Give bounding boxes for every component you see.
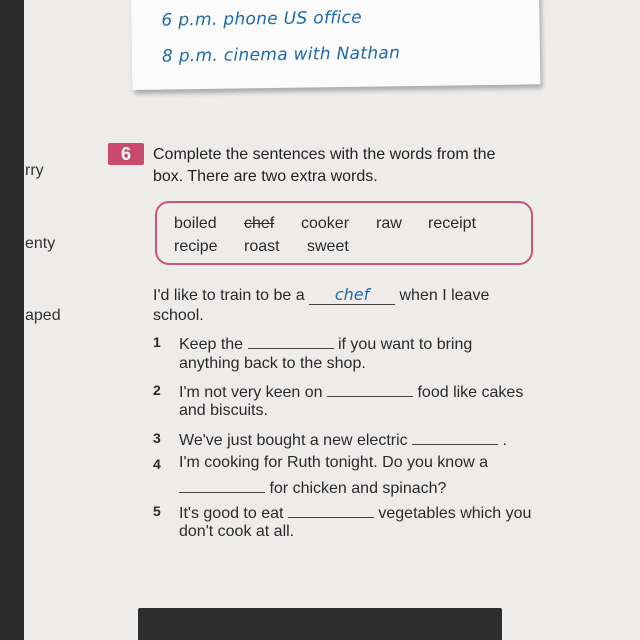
answer-blank[interactable]: [288, 501, 374, 518]
note-line: 8 p.m. cinema with Nathan: [161, 43, 401, 67]
item-text: food like cakes: [417, 384, 524, 401]
instruction-line: box. There are two extra words.: [153, 168, 378, 185]
box-word-crossed: chef: [244, 215, 275, 232]
margin-word: aped: [25, 307, 61, 324]
item-sentence: [179, 380, 523, 402]
item-sentence: [179, 332, 472, 354]
margin-word: rry: [25, 162, 44, 179]
example-sentence: [153, 285, 489, 305]
item-sentence-line2: don't cook at all.: [179, 523, 295, 540]
instruction-line: Complete the sentences with the words from the: [153, 146, 496, 163]
example-text: when I leave: [399, 287, 490, 304]
example-text: I'd like to train to be a: [153, 287, 305, 304]
note-line: 6 p.m. phone US office: [161, 7, 363, 31]
item-number: 2: [153, 382, 161, 398]
item-text: I'm not very keen on: [179, 384, 323, 401]
box-word: roast: [244, 238, 280, 255]
item-text: It's good to eat: [179, 505, 284, 522]
left-page-edge: [0, 0, 24, 640]
item-text: We've just bought a new electric: [179, 432, 408, 449]
box-word: sweet: [307, 238, 349, 255]
item-number: 4: [153, 456, 161, 472]
exercise-number: 6: [108, 143, 144, 165]
item-text: vegetables which you: [378, 505, 532, 522]
box-word: cooker: [301, 215, 350, 232]
item-sentence: [179, 501, 531, 523]
item-number: 1: [153, 334, 161, 350]
item-number: 5: [153, 503, 161, 519]
exercise-instruction: [153, 144, 543, 188]
item-sentence-line2: [179, 476, 446, 498]
item-number: 3: [153, 430, 161, 446]
item-sentence: I'm cooking for Ruth tonight. Do you know a: [179, 454, 488, 471]
item-text: if you want to bring: [337, 336, 473, 353]
answer-blank[interactable]: [327, 380, 413, 397]
item-text: for chicken and spinach?: [269, 480, 447, 497]
word-box: [155, 201, 533, 265]
answer-blank[interactable]: [248, 332, 334, 349]
example-answer: chef: [309, 285, 395, 305]
margin-word: enty: [25, 235, 56, 252]
item-text: Keep the: [179, 336, 244, 353]
item-sentence-line2: and biscuits.: [179, 402, 268, 419]
box-word: boiled: [174, 215, 217, 232]
item-text: .: [502, 432, 508, 449]
box-word: recipe: [174, 238, 218, 255]
answer-blank[interactable]: [412, 428, 498, 445]
item-sentence-line2: anything back to the shop.: [179, 355, 366, 372]
bottom-dark-panel: [138, 608, 502, 640]
answer-blank[interactable]: [179, 476, 265, 493]
box-word: raw: [376, 215, 402, 232]
item-sentence: [179, 428, 507, 450]
handwritten-note: [131, 0, 540, 90]
box-word: receipt: [428, 215, 477, 232]
example-sentence-line2: school.: [153, 307, 204, 324]
